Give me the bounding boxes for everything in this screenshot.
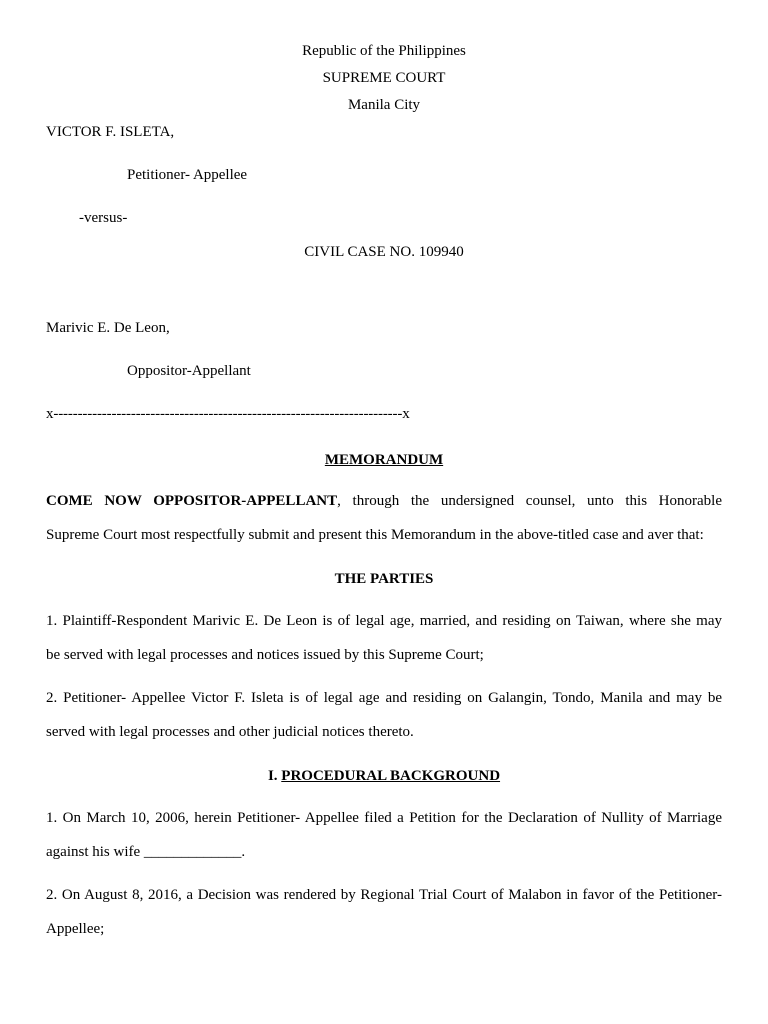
parties-item-2-line-2: served with legal processes and other judicial notices thereto.	[46, 724, 414, 740]
procedural-item-2-line-2: Appellee;	[46, 921, 105, 937]
intro-bold-lead: COME NOW OPPOSITOR-APPELLANT	[46, 493, 338, 509]
procedural-heading	[0, 767, 768, 785]
intro-line-2: Supreme Court most respectfully submit and present this Memorandum in the above-titled case and aver that:	[46, 527, 704, 543]
header-city: Manila City	[347, 97, 421, 113]
oppositor-role: Oppositor-Appellant	[127, 363, 251, 379]
versus-label: -versus-	[79, 210, 128, 226]
header-republic: Republic of the Philippines	[302, 43, 466, 59]
petitioner-role: Petitioner- Appellee	[127, 167, 248, 183]
intro-line-1-rest: , through the undersigned counsel, unto this Honorable	[337, 493, 722, 509]
parties-item-1-line-2: be served with legal processes and notices issued by this Supreme Court;	[46, 647, 484, 663]
procedural-item-2-line-1: 2. On August 8, 2016, a Decision was rendered by Regional Trial Court of Malabon in favor of the Petitioner-	[46, 887, 722, 903]
intro-line-1	[46, 492, 722, 510]
memorandum-title: MEMORANDUM	[324, 452, 444, 468]
procedural-item-1-line-2: against his wife _____________.	[46, 844, 246, 860]
caption-separator: x------------------------------------------------------------------------x	[46, 406, 410, 422]
oppositor-name: Marivic E. De Leon,	[46, 320, 170, 336]
parties-item-1-line-1: 1. Plaintiff-Respondent Marivic E. De Leon is of legal age, married, and residing on Taiwan, where she may	[46, 613, 722, 629]
parties-item-2-line-1: 2. Petitioner- Appellee Victor F. Isleta is of legal age and residing on Galangin, Tondo, Manila and may be	[46, 690, 722, 706]
procedural-heading-number: I.	[267, 768, 282, 784]
petitioner-name: VICTOR F. ISLETA,	[46, 124, 175, 140]
parties-heading: THE PARTIES	[334, 571, 434, 587]
procedural-heading-text: PROCEDURAL BACKGROUND	[281, 768, 501, 784]
procedural-item-1-line-1: 1. On March 10, 2006, herein Petitioner- Appellee filed a Petition for the Declaration of Nullity of Marriage	[46, 810, 722, 826]
header-court: SUPREME COURT	[322, 70, 446, 86]
case-number: CIVIL CASE NO. 109940	[304, 244, 464, 260]
